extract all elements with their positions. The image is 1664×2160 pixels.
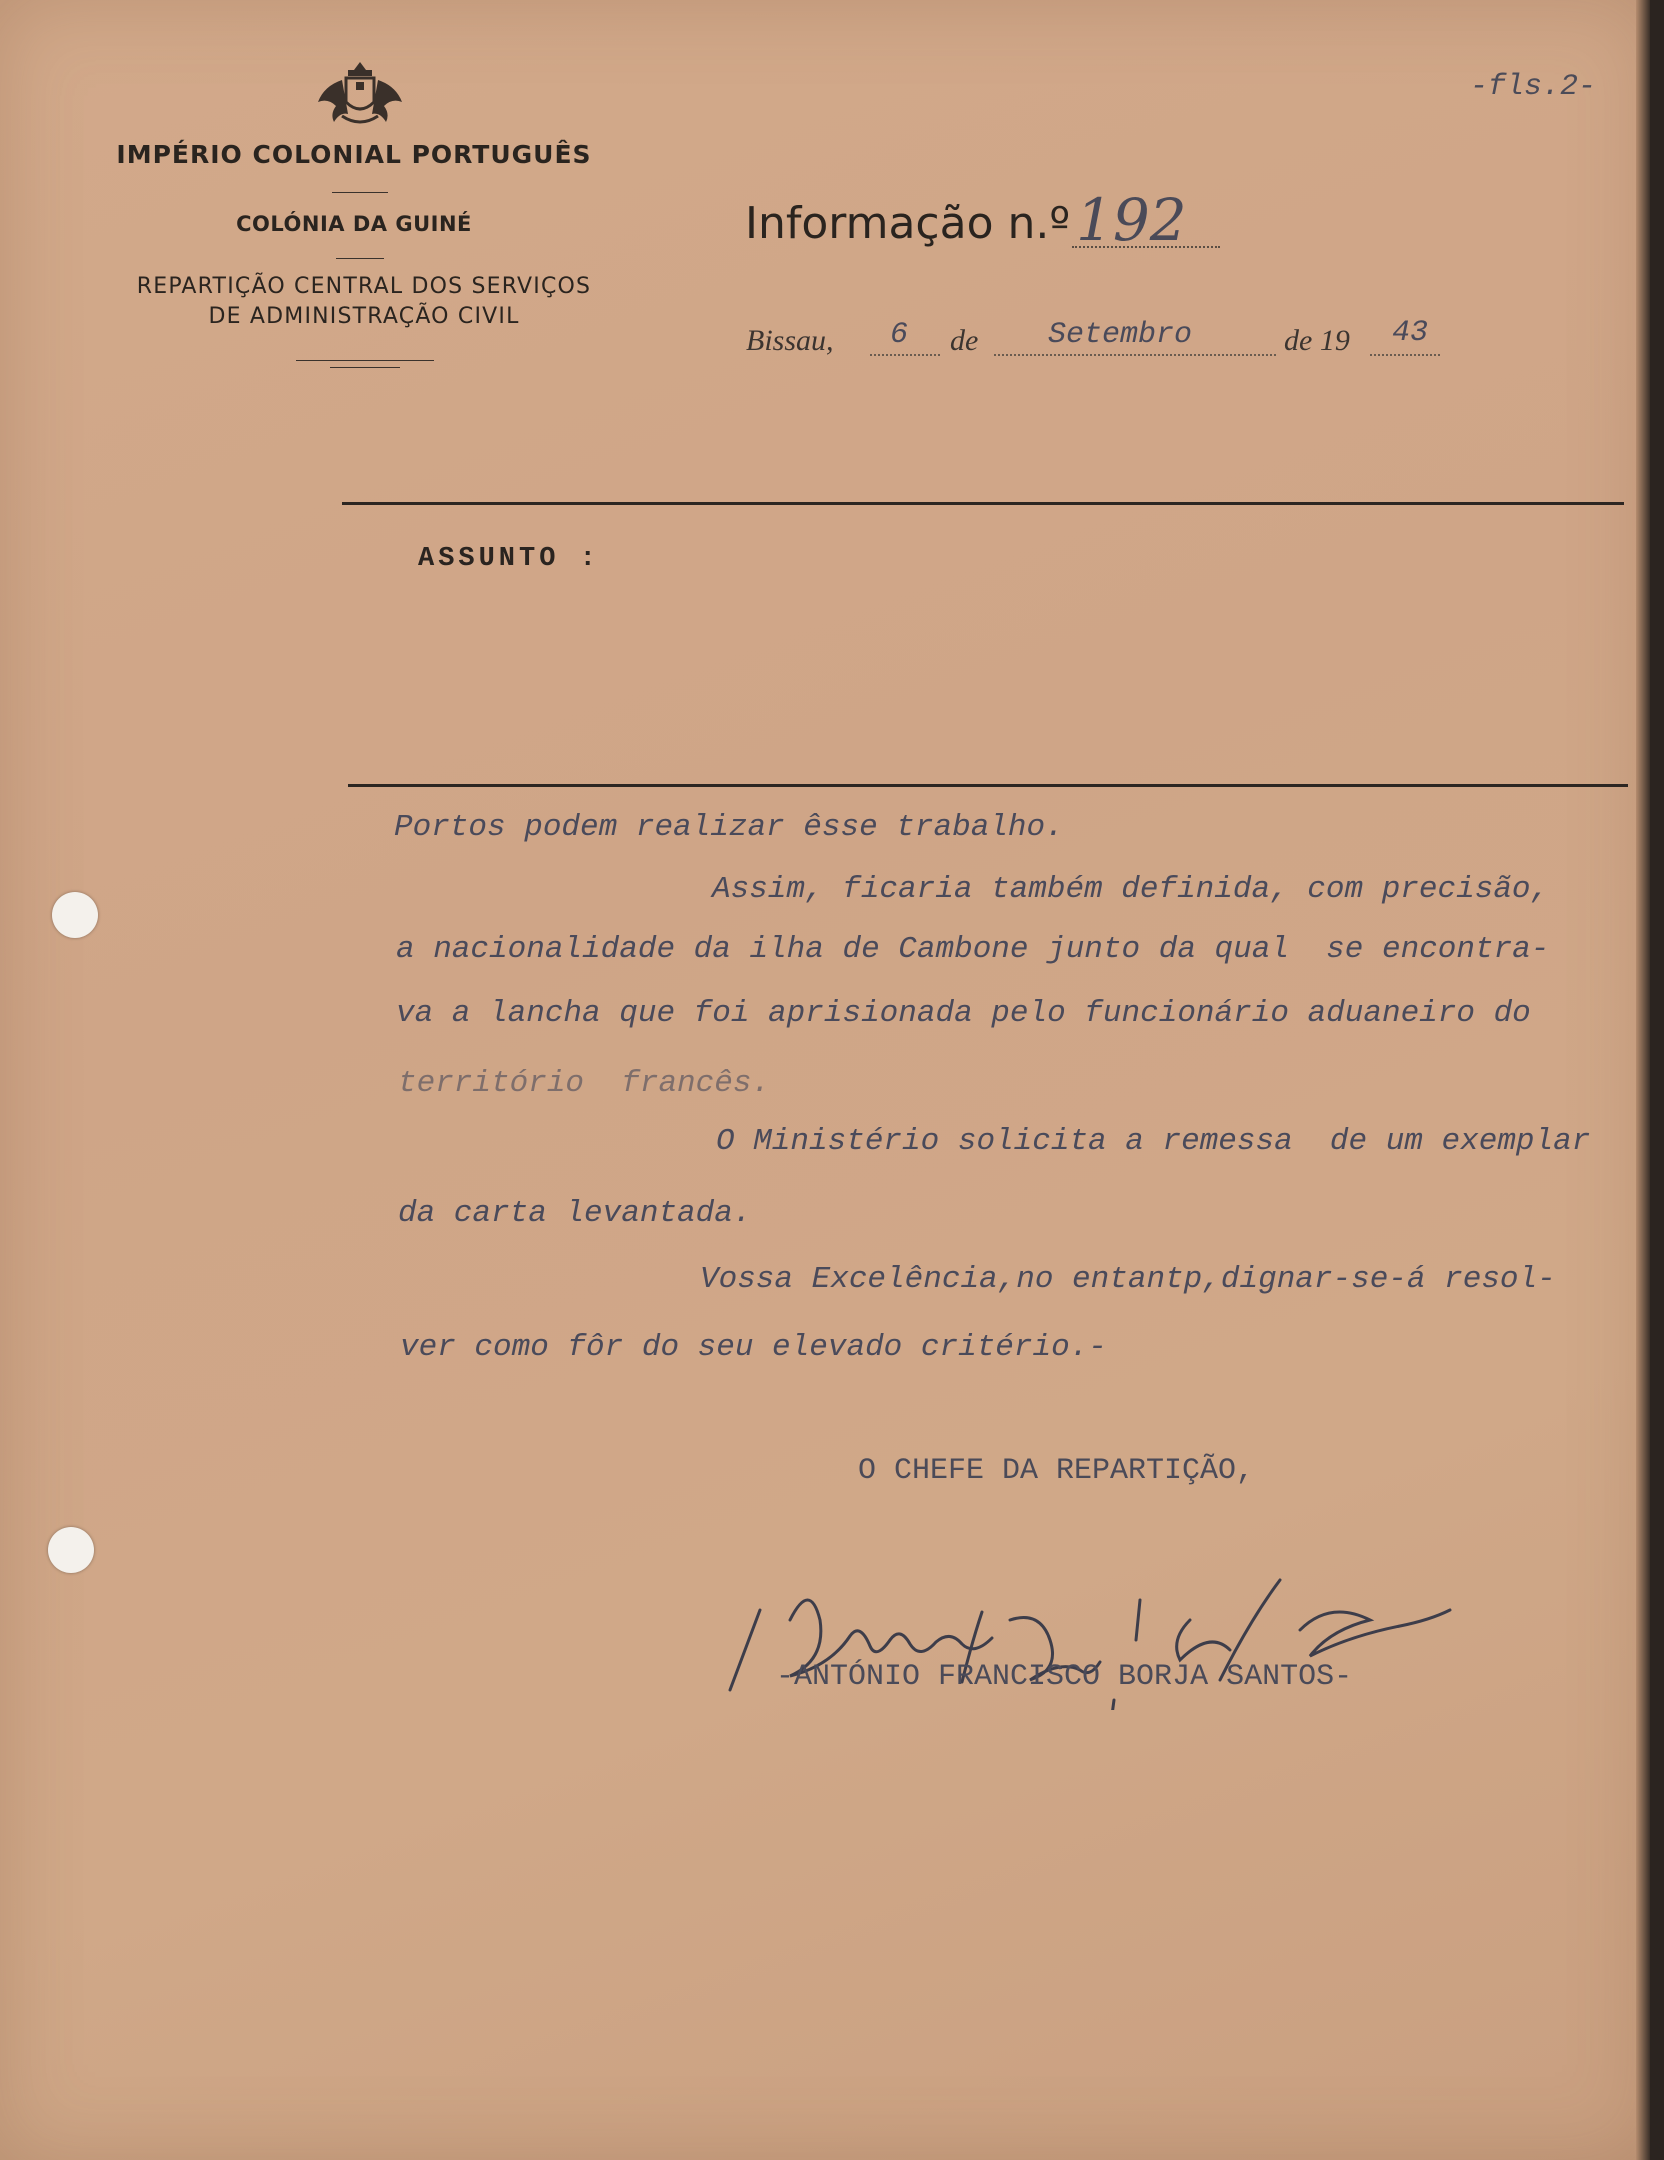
divider — [332, 192, 388, 193]
informacao-label: Informação n.º — [745, 198, 1071, 249]
body-line: Portos podem realizar êsse trabalho. — [394, 810, 1064, 845]
coat-of-arms-icon — [312, 58, 408, 130]
body-line: a nacionalidade da ilha de Cambone junto da qual se encontra- — [396, 932, 1550, 967]
department-line-1: REPARTIÇÃO CENTRAL DOS SERVIÇOS — [136, 274, 592, 299]
date-de: de — [950, 324, 979, 357]
date-year: 43 — [1392, 316, 1429, 350]
body-line: da carta levantada. — [398, 1196, 752, 1231]
assunto-label: ASSUNTO : — [418, 544, 600, 574]
date-dotted-line — [994, 354, 1276, 356]
signatory-title: O CHEFE DA REPARTIÇÃO, — [858, 1454, 1255, 1488]
department-line-2: DE ADMINISTRAÇÃO CIVIL — [208, 304, 520, 329]
date-city: Bissau, — [746, 324, 834, 357]
paper-edge — [1636, 0, 1650, 2160]
top-rule — [342, 502, 1624, 505]
number-dotted-line — [1072, 246, 1220, 248]
punch-hole — [48, 1527, 94, 1573]
date-month: Setembro — [1048, 318, 1193, 352]
empire-heading: IMPÉRIO COLONIAL PORTUGUÊS — [116, 140, 592, 169]
signatory-name: -ANTÓNIO FRANCISCO BORJA SANTOS- — [776, 1660, 1353, 1694]
bottom-rule — [348, 784, 1628, 787]
body-line: ver como fôr do seu elevado critério.- — [400, 1330, 1107, 1365]
date-dotted-line — [870, 354, 940, 356]
body-line: O Ministério solicita a remessa de um exemplar — [716, 1124, 1591, 1159]
body-line: território francês. — [398, 1066, 771, 1101]
body-line: va a lancha que foi aprisionada pelo funcionário aduaneiro do — [396, 996, 1531, 1031]
divider — [330, 367, 400, 368]
body-line: Vossa Excelência,no entantp,dignar-se-á resol- — [700, 1262, 1556, 1297]
date-de-19: de 19 — [1284, 324, 1350, 357]
date-day: 6 — [890, 318, 909, 352]
colony-heading: COLÓNIA DA GUINÉ — [236, 212, 472, 236]
informacao-number: 192 — [1076, 186, 1187, 254]
date-dotted-line — [1370, 354, 1440, 356]
body-line: Assim, ficaria também definida, com precisão, — [712, 872, 1550, 907]
divider — [296, 360, 434, 361]
divider — [336, 258, 384, 259]
page-marker: -fls.2- — [1470, 70, 1597, 104]
punch-hole — [52, 892, 98, 938]
